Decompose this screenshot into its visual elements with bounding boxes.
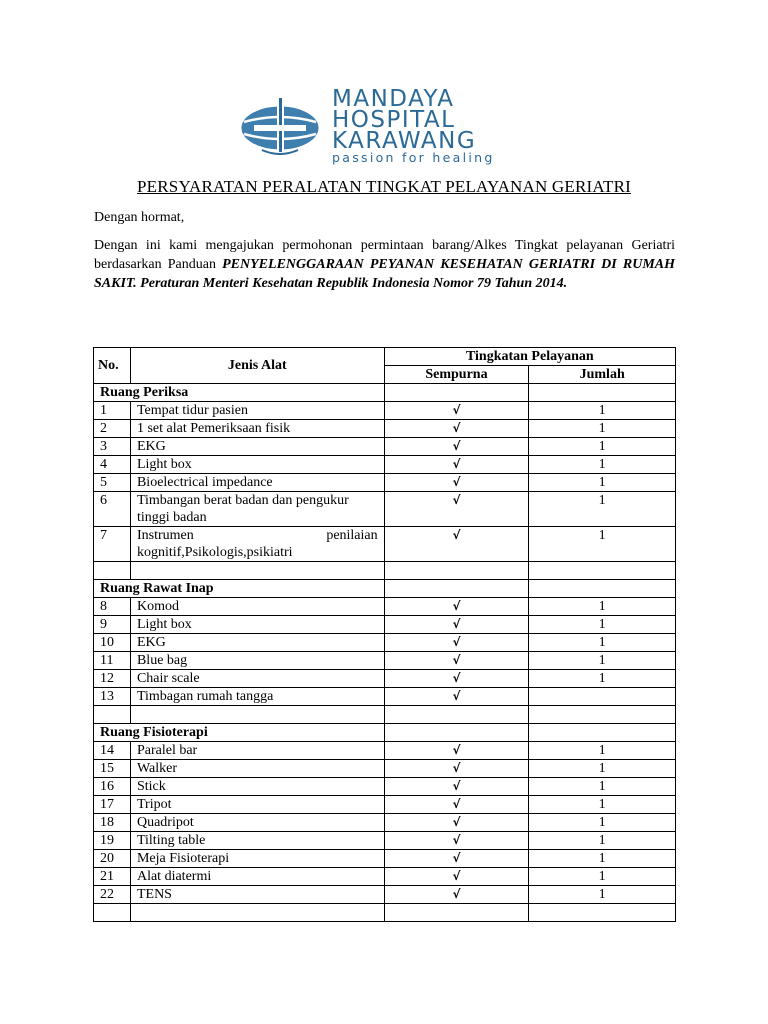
quantity: 1: [529, 670, 676, 688]
empty-cell: [384, 724, 529, 742]
check-mark: √: [384, 778, 529, 796]
row-number: 13: [94, 688, 131, 706]
row-number: 18: [94, 814, 131, 832]
row-number: 8: [94, 598, 131, 616]
equipment-table: [93, 347, 676, 922]
row-number: 5: [94, 474, 131, 492]
equipment-name: [130, 652, 384, 670]
equipment-name: [130, 742, 384, 760]
row-number: 9: [94, 616, 131, 634]
quantity: 1: [529, 652, 676, 670]
equipment-name: [130, 598, 384, 616]
table-row: [94, 670, 676, 688]
logo-line-2: HOSPITAL: [332, 107, 456, 133]
row-number: 7: [94, 527, 131, 562]
empty-cell: [384, 580, 529, 598]
empty-cell: [384, 706, 529, 724]
row-number: 10: [94, 634, 131, 652]
empty-cell: [529, 706, 676, 724]
equipment-name-text: Tilting table: [136, 833, 206, 848]
header-group: Tingkatan Pelayanan: [384, 348, 675, 366]
equipment-name: [130, 492, 384, 527]
quantity: 1: [529, 616, 676, 634]
table-row: [94, 420, 676, 438]
empty-cell: [529, 562, 676, 580]
empty-cell: [94, 904, 131, 922]
equipment-name: [130, 474, 384, 492]
equipment-name-text: TENS: [136, 887, 172, 902]
quantity: 1: [529, 527, 676, 562]
empty-cell: [130, 706, 384, 724]
table-row: [94, 886, 676, 904]
table-row: [94, 652, 676, 670]
table-row: [94, 760, 676, 778]
table-row: [94, 778, 676, 796]
hospital-logo: [236, 86, 536, 165]
table-row: [94, 742, 676, 760]
empty-row: [94, 904, 676, 922]
empty-cell: [384, 904, 529, 922]
equipment-name: [130, 438, 384, 456]
equipment-name-text: Paralel bar: [136, 743, 198, 758]
empty-row: [94, 706, 676, 724]
equipment-name: [130, 760, 384, 778]
empty-cell: [529, 724, 676, 742]
check-mark: √: [384, 438, 529, 456]
table-row: [94, 492, 676, 527]
quantity: 1: [529, 598, 676, 616]
row-number: 20: [94, 850, 131, 868]
equipment-name: [130, 670, 384, 688]
table-body: [94, 384, 676, 922]
equipment-name-text: Instrumen penilaian: [136, 528, 378, 543]
check-mark: √: [384, 527, 529, 562]
globe-cross-icon: [236, 92, 324, 158]
equipment-name-text: Meja Fisioterapi: [136, 851, 230, 866]
equipment-name: [130, 616, 384, 634]
equipment-name: [130, 634, 384, 652]
table-row: [94, 402, 676, 420]
row-number: 16: [94, 778, 131, 796]
equipment-name-continued: tinggi badan: [136, 510, 207, 525]
equipment-name-text: Quadripot: [136, 815, 194, 830]
table-row: [94, 527, 676, 562]
equipment-name: [130, 814, 384, 832]
section-row: [94, 724, 676, 742]
table-row: [94, 474, 676, 492]
equipment-name-text: Timbagan rumah tangga: [136, 689, 274, 704]
table-row: [94, 616, 676, 634]
row-number: 6: [94, 492, 131, 527]
header-name: Jenis Alat: [130, 348, 384, 384]
empty-cell: [529, 904, 676, 922]
equipment-name: [130, 420, 384, 438]
check-mark: √: [384, 402, 529, 420]
quantity: 1: [529, 886, 676, 904]
quantity: 1: [529, 778, 676, 796]
quantity: 1: [529, 742, 676, 760]
table-row: [94, 634, 676, 652]
quantity: 1: [529, 760, 676, 778]
section-title: Ruang Rawat Inap: [94, 580, 385, 598]
check-mark: √: [384, 670, 529, 688]
table-row: [94, 814, 676, 832]
check-mark: √: [384, 688, 529, 706]
equipment-name-text: Light box: [136, 617, 192, 632]
quantity: 1: [529, 796, 676, 814]
section-title: Ruang Fisioterapi: [94, 724, 385, 742]
quantity: 1: [529, 832, 676, 850]
check-mark: √: [384, 868, 529, 886]
equipment-name: [130, 402, 384, 420]
logo-line-1: MANDAYA: [332, 86, 455, 112]
check-mark: √: [384, 652, 529, 670]
row-number: 22: [94, 886, 131, 904]
empty-cell: [130, 904, 384, 922]
row-number: 11: [94, 652, 131, 670]
section-title: Ruang Periksa: [94, 384, 385, 402]
check-mark: √: [384, 456, 529, 474]
equipment-name-text: Light box: [136, 457, 192, 472]
row-number: 3: [94, 438, 131, 456]
check-mark: √: [384, 832, 529, 850]
empty-cell: [384, 562, 529, 580]
empty-row: [94, 562, 676, 580]
row-number: 15: [94, 760, 131, 778]
row-number: 2: [94, 420, 131, 438]
equipment-name: [130, 886, 384, 904]
check-mark: √: [384, 850, 529, 868]
table-row: [94, 438, 676, 456]
equipment-name-text: Timbangan berat badan dan pengukur: [136, 493, 349, 508]
row-number: 17: [94, 796, 131, 814]
check-mark: √: [384, 492, 529, 527]
equipment-name-text: Tempat tidur pasien: [136, 403, 248, 418]
equipment-name-text: 1 set alat Pemeriksaan fisik: [136, 421, 291, 436]
equipment-name: [130, 778, 384, 796]
empty-cell: [384, 384, 529, 402]
table-row: [94, 868, 676, 886]
check-mark: √: [384, 420, 529, 438]
quantity: 1: [529, 492, 676, 527]
table-row: [94, 688, 676, 706]
row-number: 19: [94, 832, 131, 850]
quantity: 1: [529, 420, 676, 438]
table-row: [94, 832, 676, 850]
empty-cell: [529, 580, 676, 598]
quantity: 1: [529, 456, 676, 474]
equipment-name-text: Walker: [136, 761, 178, 776]
section-row: [94, 384, 676, 402]
empty-cell: [529, 384, 676, 402]
equipment-name: [130, 796, 384, 814]
request-paragraph: [94, 236, 675, 293]
empty-cell: [130, 562, 384, 580]
paragraph-emphasis: PENYELENGGARAAN PEYANAN KESEHATAN GERIATRI DI RUMAH SAKIT. Peraturan Menteri Kesehatan Republik Indonesia Nomor 79 Tahun 2014.: [94, 257, 675, 291]
equipment-name-text: Komod: [136, 599, 179, 614]
table-row: [94, 598, 676, 616]
empty-cell: [94, 706, 131, 724]
equipment-name-continued: kognitif,Psikologis,psikiatri: [136, 545, 293, 560]
check-mark: √: [384, 886, 529, 904]
check-mark: √: [384, 760, 529, 778]
equipment-name-text: Blue bag: [136, 653, 188, 668]
empty-cell: [94, 562, 131, 580]
check-mark: √: [384, 634, 529, 652]
table-row: [94, 456, 676, 474]
equipment-name: [130, 850, 384, 868]
check-mark: √: [384, 474, 529, 492]
equipment-name-text: Bioelectrical impedance: [136, 475, 273, 490]
row-number: 21: [94, 868, 131, 886]
row-number: 4: [94, 456, 131, 474]
quantity: 1: [529, 402, 676, 420]
logo-tagline: passion for healing: [332, 150, 495, 165]
row-number: 12: [94, 670, 131, 688]
document-title: PERSYARATAN PERALATAN TINGKAT PELAYANAN GERIATRI: [137, 177, 631, 196]
quantity: 1: [529, 474, 676, 492]
section-row: [94, 580, 676, 598]
check-mark: √: [384, 796, 529, 814]
check-mark: √: [384, 742, 529, 760]
equipment-name-text: Alat diatermi: [136, 869, 212, 884]
check-mark: √: [384, 814, 529, 832]
header-no: No.: [94, 348, 131, 384]
equipment-name-text: EKG: [136, 635, 166, 650]
check-mark: √: [384, 616, 529, 634]
quantity: 1: [529, 438, 676, 456]
logo-line-3: KARAWANG: [332, 128, 477, 154]
quantity: [529, 688, 676, 706]
equipment-name-text: EKG: [136, 439, 166, 454]
equipment-name-text: Stick: [136, 779, 166, 794]
quantity: 1: [529, 850, 676, 868]
header-jumlah: Jumlah: [529, 366, 676, 384]
table-row: [94, 850, 676, 868]
equipment-name: [130, 688, 384, 706]
check-mark: √: [384, 598, 529, 616]
quantity: 1: [529, 814, 676, 832]
quantity: 1: [529, 634, 676, 652]
equipment-name-text: Chair scale: [136, 671, 200, 686]
equipment-name: [130, 527, 384, 562]
equipment-name: [130, 456, 384, 474]
paragraph-intro: Dengan ini kami mengajukan permohonan permintaan barang/Alkes Tingkat pelayanan Geriatri berdasarkan Panduan: [94, 238, 675, 272]
header-sempurna: Sempurna: [384, 366, 529, 384]
equipment-name: [130, 832, 384, 850]
equipment-name-text: Tripot: [136, 797, 172, 812]
row-number: 1: [94, 402, 131, 420]
quantity: 1: [529, 868, 676, 886]
greeting: Dengan hormat,: [94, 210, 185, 225]
row-number: 14: [94, 742, 131, 760]
table-row: [94, 796, 676, 814]
equipment-name: [130, 868, 384, 886]
